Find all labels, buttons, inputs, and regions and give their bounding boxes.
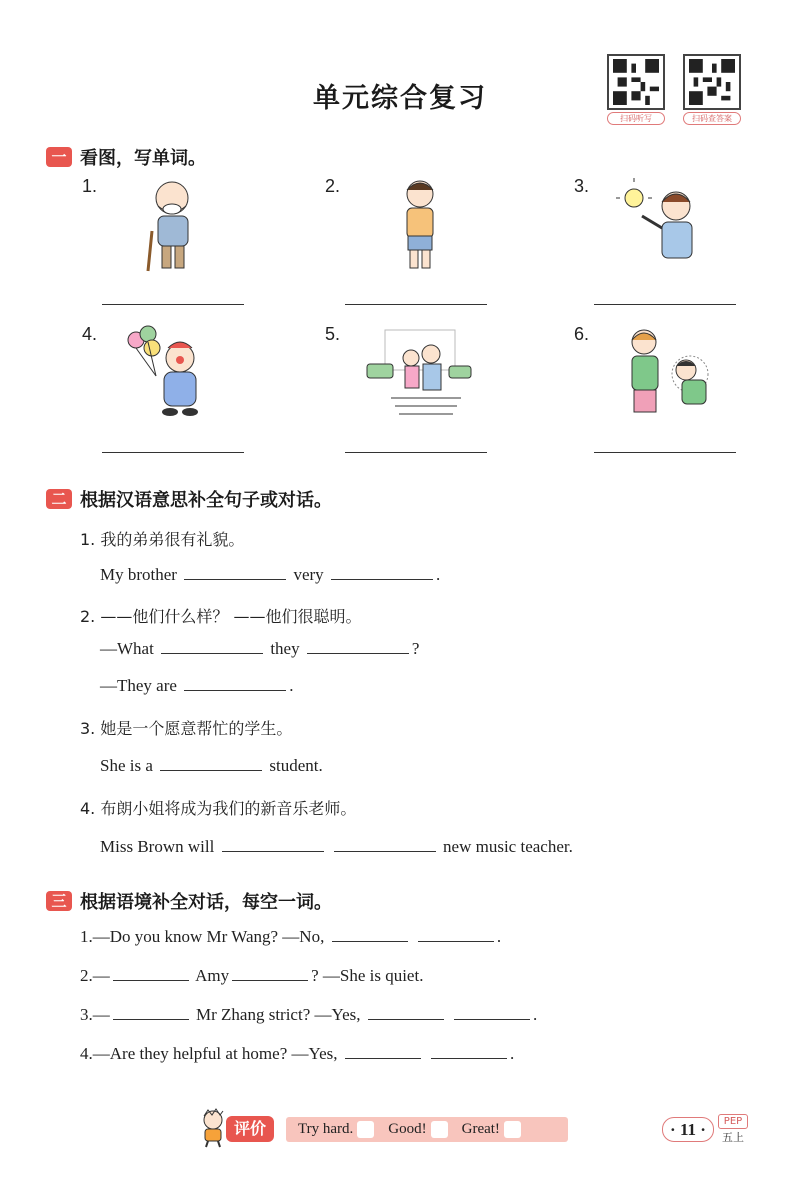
answer-blank[interactable] [368,1006,444,1020]
answer-blank[interactable] [332,928,408,942]
question-2-2-english-line-1: —What they ? [100,639,420,658]
question-3-4: 4.—Are they helpful at home? —Yes, . [80,1044,515,1063]
item-number: 5. [325,324,341,344]
page-number: · 11 · [662,1117,714,1142]
answer-blank[interactable] [184,677,286,691]
checkbox[interactable] [431,1121,448,1138]
item-number: 1. [82,176,98,196]
answer-line[interactable] [345,304,487,305]
section-badge: 三 [46,891,72,911]
answer-blank[interactable] [113,967,189,981]
question-2-2-english-line-2: —They are . [100,676,294,695]
question-2-3-chinese: 3. 她是一个愿意帮忙的学生。 [80,719,293,738]
answer-blank[interactable] [331,566,433,580]
picture-item-2 [325,176,545,326]
section-2-header [46,486,332,512]
section-badge: 一 [46,147,72,167]
picture-item-6 [574,324,794,474]
question-3-2: 2.— Amy ? —She is quiet. [80,966,424,985]
section-badge: 二 [46,489,72,509]
section-instruction: 根据语境补全对话，每空一词。 [80,892,332,913]
item-number: 3. [574,176,590,196]
question-2-1-chinese: 1. 我的弟弟很有礼貌。 [80,530,245,549]
picture-item-5 [325,324,545,474]
section-instruction: 看图，写单词。 [80,148,206,169]
question-2-4-english: Miss Brown will new music teacher. [100,837,573,856]
evaluation-label: 评价 [226,1116,274,1142]
answer-blank[interactable] [222,838,324,852]
woman-and-shy-boy-icon [614,324,724,424]
section-instruction: 根据汉语意思补全句子或对话。 [80,490,332,511]
picture-item-3 [574,176,794,326]
answer-blank[interactable] [431,1045,507,1059]
answer-blank[interactable] [307,640,409,654]
answer-line[interactable] [102,452,244,453]
answer-line[interactable] [345,452,487,453]
eval-option-try-hard[interactable]: Try hard. [298,1121,374,1138]
answer-blank[interactable] [113,1006,189,1020]
item-number: 6. [574,324,590,344]
eval-option-good[interactable]: Good! [388,1121,447,1138]
item-number: 4. [82,324,98,344]
answer-line[interactable] [102,304,244,305]
qr-caption: 扫码查答案 [683,112,741,125]
question-2-2-chinese: 2. ——他们什么样？ ——他们很聪明。 [80,607,362,626]
section-3-header [46,888,332,914]
question-3-1: 1.—Do you know Mr Wang? —No, . [80,927,502,946]
question-2-1-english: My brother very . [100,565,441,584]
qr-code-icon [683,54,741,110]
pep-label: PEP [718,1114,748,1129]
checkbox[interactable] [504,1121,521,1138]
answer-blank[interactable] [334,838,436,852]
girl-helping-old-man-icon [365,324,475,424]
answer-blank[interactable] [184,566,286,580]
answer-blank[interactable] [161,640,263,654]
qr-code-dictation[interactable] [607,54,665,124]
boy-standing-icon [365,176,475,276]
picture-item-1 [82,176,302,326]
question-3-3: 3.— Mr Zhang strict? —Yes, . [80,1005,538,1024]
qr-code-icon [607,54,665,110]
page-title: 单元综合复习 [313,83,487,114]
checkbox[interactable] [357,1121,374,1138]
picture-item-4 [82,324,302,474]
answer-line[interactable] [594,452,736,453]
boy-with-lightbulb-icon [614,176,724,276]
answer-line[interactable] [594,304,736,305]
answer-blank[interactable] [160,757,262,771]
item-number: 2. [325,176,341,196]
eval-option-great[interactable]: Great! [462,1121,521,1138]
clown-with-balloons-icon [122,324,232,424]
qr-code-answers[interactable] [683,54,741,124]
question-2-4-chinese: 4. 布朗小姐将成为我们的新音乐老师。 [80,799,357,818]
answer-blank[interactable] [232,967,308,981]
answer-blank[interactable] [418,928,494,942]
mascot-icon [196,1108,230,1148]
qr-caption: 扫码听写 [607,112,665,125]
answer-blank[interactable] [454,1006,530,1020]
question-2-3-english: She is a student. [100,756,323,775]
old-man-with-cane-icon [122,176,232,276]
evaluation-bar [286,1117,568,1142]
section-1-header [46,144,206,170]
answer-blank[interactable] [345,1045,421,1059]
grade-label: 五上 [722,1131,744,1144]
edition-badge [718,1114,748,1144]
